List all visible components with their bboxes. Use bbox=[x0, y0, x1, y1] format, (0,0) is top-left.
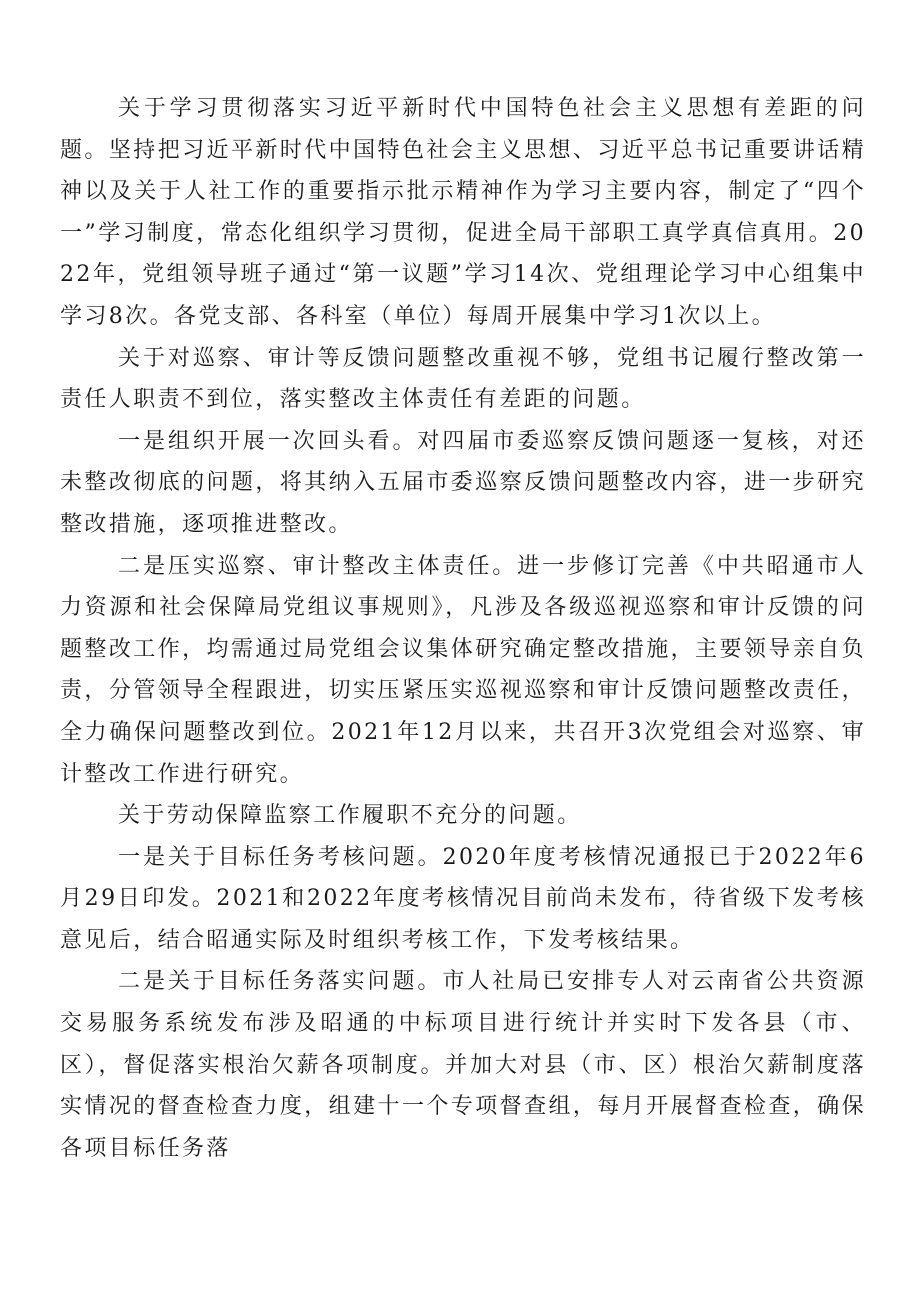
paragraph-labor-supervision: 关于劳动保障监察工作履职不充分的问题。 bbox=[118, 803, 582, 829]
document-body bbox=[60, 88, 866, 1169]
paragraph-review-once: 一是组织开展一次回头看。对四届市委巡察反馈问题逐一复核，对还未整改彻底的问题，将其纳入五届市委巡察反馈问题整改内容，进一步研究整改措施，逐项推进整改。 bbox=[60, 428, 866, 537]
paragraph-assessment: 一是关于目标任务考核问题。2020年度考核情况通报已于2022年6月29日印发。2021和2022年度考核情况目前尚未发布，待省级下发考核意见后，结合昭通实际及时组织考核工作，下发考核结果。 bbox=[60, 844, 866, 953]
paragraph-implementation: 二是关于目标任务落实问题。市人社局已安排专人对云南省公共资源交易服务系统发布涉及昭通的中标项目进行统计并实时下发各县（市、区），督促落实根治欠薪各项制度。并加大对县（市、区）根治欠薪制度落实情况的督查检查力度，组建十一个专项督查组，每月开展督查检查，确保各项目标任务落 bbox=[60, 969, 866, 1161]
paragraph-rectification-issue: 关于对巡察、审计等反馈问题整改重视不够，党组书记履行整改第一责任人职责不到位，落实整改主体责任有差距的问题。 bbox=[60, 345, 866, 413]
paragraph-study-gap: 关于学习贯彻落实习近平新时代中国特色社会主义思想有差距的问题。坚持把习近平新时代中国特色社会主义思想、习近平总书记重要讲话精神以及关于人社工作的重要指示批示精神作为学习主要内容，制定了“四个一”学习制度，常态化组织学习贯彻，促进全局干部职工真学真信真用。2022年，党组领导班子通过“第一议题”学习14次、党组理论学习中心组集中学习8次。各党支部、各科室（单位）每周开展集中学习1次以上。 bbox=[60, 96, 866, 329]
paragraph-main-responsibility: 二是压实巡察、审计整改主体责任。进一步修订完善《中共昭通市人力资源和社会保障局党组议事规则》，凡涉及各级巡视巡察和审计反馈的问题整改工作，均需通过局党组会议集体研究确定整改措施，主要领导亲自负责，分管领导全程跟进，切实压紧压实巡视巡察和审计反馈问题整改责任，全力确保问题整改到位。2021年12月以来，共召开3次党组会对巡察、审计整改工作进行研究。 bbox=[60, 553, 866, 787]
